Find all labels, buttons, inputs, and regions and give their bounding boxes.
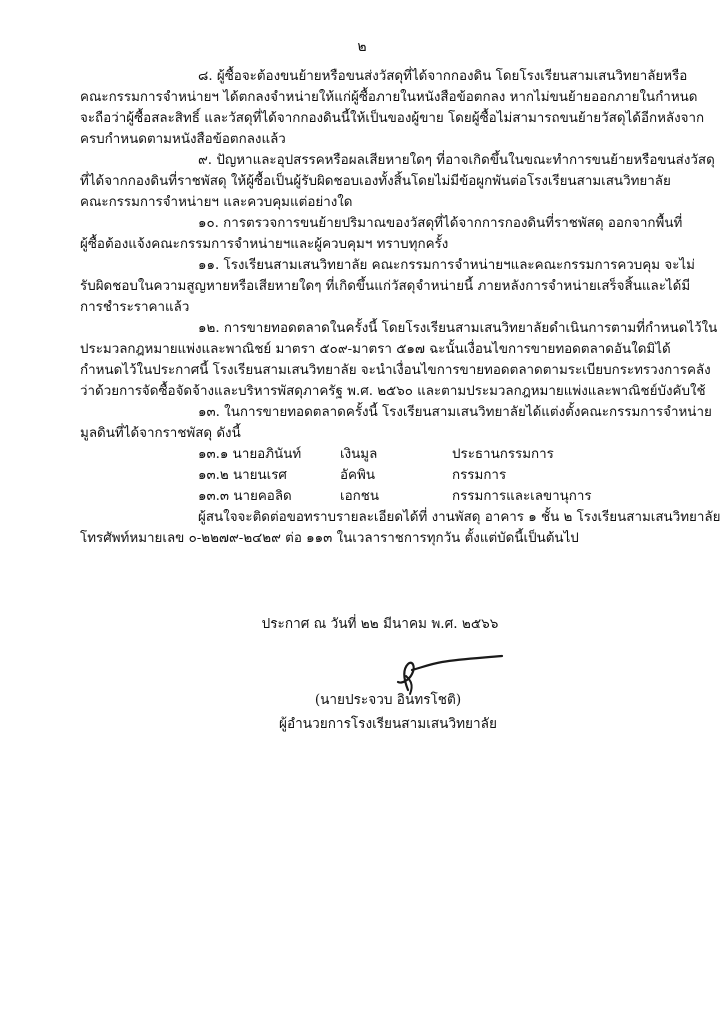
clause-line: ว่าด้วยการจัดซื้อจัดจ้างและบริหารพัสดุภาครัฐ พ.ศ. ๒๕๖๐ และตามประมวลกฎหมายแพ่งและพาณิชย์บังคับใช้	[80, 384, 706, 399]
committee-list	[80, 444, 674, 507]
clause-line: ๑๐. การตรวจการขนย้ายปริมาณของวัสดุที่ได้จากการกองดินที่ราชพัสดุ ออกจากพื้นที่	[198, 216, 683, 231]
clause-line: กำหนดไว้ในประกาศนี้ โรงเรียนสามเสนวิทยาลัย จะนำเงื่อนไขการขายทอดตลาดตามระเบียบกระทรวงการคลัง	[80, 363, 711, 378]
announcement-date: ประกาศ ณ วันที่ ๒๒ มีนาคม พ.ศ. ๒๕๖๖	[261, 616, 499, 632]
committee-member	[80, 486, 674, 507]
clause-line: ๑๓. ในการขายทอดตลาดครั้งนี้ โรงเรียนสามเสนวิทยาลัยได้แต่งตั้งคณะกรรมการจำหน่าย	[198, 405, 712, 420]
clause-line: การชำระราคาแล้ว	[80, 300, 190, 315]
clause-line: ๑๒. การขายทอดตลาดในครั้งนี้ โดยโรงเรียนสามเสนวิทยาลัยดำเนินการตามที่กำหนดไว้ใน	[198, 321, 718, 336]
document-body	[80, 66, 721, 549]
clause-line: ที่ได้จากกองดินที่ราชพัสดุ ให้ผู้ซื้อเป็นผู้รับผิดชอบเองทั้งสิ้นโดยไม่มีข้อผูกพันต่อโรงเรียนสามเสนวิทยาลัย	[80, 174, 671, 189]
clause-line: คณะกรรมการจำหน่ายฯ และควบคุมแต่อย่างใด	[80, 195, 353, 210]
clause-line: มูลดินที่ได้จากราชพัสดุ ดังนี้	[80, 426, 241, 441]
member-role: ประธานกรรมการ	[452, 447, 554, 462]
clause-line: จะถือว่าผู้ซื้อสละสิทธิ์ และวัสดุที่ได้จากกองดินนี้ให้เป็นของผู้ขาย โดยผู้ซื้อไม่สามารถขนย้ายวัสดุได้อีกหลังจาก	[80, 111, 705, 126]
clause-13	[80, 402, 712, 444]
page-number: ๒	[357, 39, 367, 55]
member-surname: เอกชน	[340, 489, 379, 504]
clause-line: รับผิดชอบในความสูญหายหรือเสียหายใดๆ ที่เกิดขึ้นแก่วัสดุจำหน่ายนี้ ภายหลังการจำหน่ายเสร็จสิ้นและได้มี	[80, 279, 691, 294]
clause-line: ๙. ปัญหาและอุปสรรคหรือผลเสียหายใดๆ ที่อาจเกิดขึ้นในขณะทำการขนย้ายหรือขนส่งวัสดุ	[198, 153, 715, 168]
committee-member	[80, 444, 674, 465]
clause-8	[80, 66, 705, 150]
committee-member	[80, 465, 674, 486]
clause-10	[80, 213, 683, 255]
contact-line: ผู้สนใจจะติดต่อขอทราบรายละเอียดได้ที่ งานพัสดุ อาคาร ๑ ชั้น ๒ โรงเรียนสามเสนวิทยาลัย	[198, 510, 721, 525]
signer-title: ผู้อำนวยการโรงเรียนสามเสนวิทยาลัย	[279, 716, 497, 732]
member-role: กรรมการและเลขานุการ	[452, 489, 592, 504]
member-role: กรรมการ	[452, 468, 507, 483]
clause-12	[80, 318, 718, 402]
clause-9	[80, 150, 715, 213]
member-name: ๑๓.๒ นายนเรศ	[198, 468, 287, 483]
member-surname: เงินมูล	[340, 447, 378, 462]
member-name: ๑๓.๑ นายอภินันท์	[198, 447, 302, 462]
clause-11	[80, 255, 695, 318]
member-name: ๑๓.๓ นายคอลิด	[198, 489, 292, 504]
clause-line: ๘. ผู้ซื้อจะต้องขนย้ายหรือขนส่งวัสดุที่ได้จากกองดิน โดยโรงเรียนสามเสนวิทยาลัยหรือ	[198, 69, 688, 84]
clause-line: ผู้ซื้อต้องแจ้งคณะกรรมการจำหน่ายฯและผู้ควบคุมฯ ทราบทุกครั้ง	[80, 237, 449, 252]
clause-line: ๑๑. โรงเรียนสามเสนวิทยาลัย คณะกรรมการจำหน่ายฯและคณะกรรมการควบคุม จะไม่	[198, 258, 695, 273]
clause-line: คณะกรรมการจำหน่ายฯ ได้ตกลงจำหน่ายให้แก่ผู้ซื้อภายในหนังสือข้อตกลง หากไม่ขนย้ายออกภายในกำหนด	[80, 90, 698, 105]
member-surname: อัคพิน	[340, 468, 375, 483]
clause-line: ประมวลกฎหมายแพ่งและพาณิชย์ มาตรา ๕๐๙-มาตรา ๕๑๗ ฉะนั้นเงื่อนไขการขายทอดตลาดอันใดมิได้	[80, 342, 671, 357]
signer-name: (นายประจวบ อินทรโชติ)	[314, 692, 462, 708]
contact-info	[80, 507, 721, 549]
contact-line: โทรศัพท์หมายเลข ๐-๒๒๗๙-๒๔๒๙ ต่อ ๑๑๓ ในเวลาราชการทุกวัน ตั้งแต่บัดนี้เป็นต้นไป	[80, 531, 579, 546]
clause-line: ครบกำหนดตามหนังสือข้อตกลงแล้ว	[80, 132, 286, 147]
